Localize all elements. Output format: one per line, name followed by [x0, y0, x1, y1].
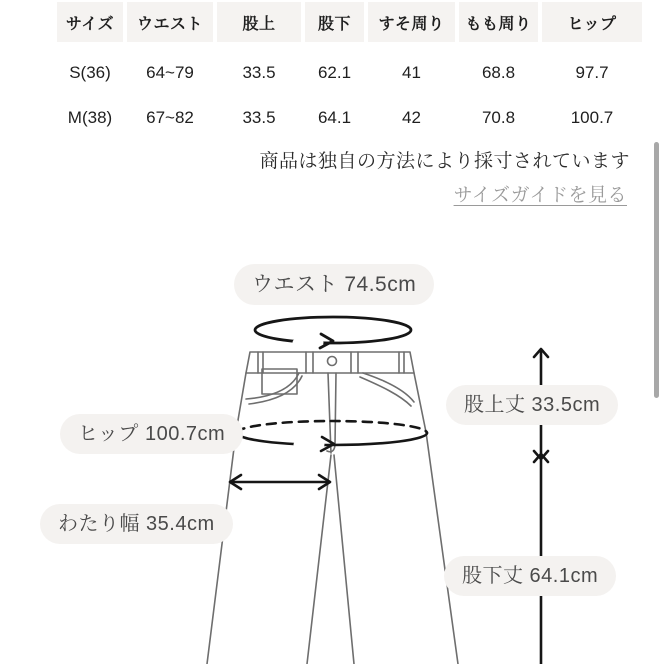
- col-header-thigh: もも周り: [459, 2, 538, 42]
- col-header-rise: 股上: [217, 2, 301, 42]
- cell-waist: 64~79: [146, 62, 194, 82]
- inseam-measure-label: 股下丈 64.1cm: [444, 556, 616, 596]
- thigh-width-label: わたり幅 35.4cm: [40, 504, 233, 544]
- cell-hip: 97.7: [575, 62, 609, 82]
- hip-measure-ellipse: [237, 421, 427, 451]
- col-header-inseam: 股下: [305, 2, 364, 42]
- waist-button-icon: [328, 357, 337, 366]
- cell-inseam: 64.1: [317, 107, 352, 127]
- pants-outline-drawing: [207, 352, 458, 664]
- col-header-hem: すそ周り: [368, 2, 455, 42]
- waist-measure-label: ウエスト 74.5cm: [234, 264, 434, 305]
- thigh-width-arrow: [230, 475, 330, 489]
- cell-thigh: 68.8: [481, 62, 516, 82]
- waist-measure-ellipse: [255, 317, 411, 348]
- size-guide-link[interactable]: サイズガイドを見る: [453, 185, 627, 206]
- rise-measure-label: 股上丈 33.5cm: [446, 385, 618, 425]
- col-header-size: サイズ: [57, 2, 123, 42]
- cell-thigh: 70.8: [481, 107, 516, 127]
- cell-waist: 67~82: [146, 107, 194, 127]
- measurement-note: 商品は独自の方法により採寸されています: [259, 151, 630, 172]
- col-header-waist: ウエスト: [127, 2, 213, 42]
- cell-size: S(36): [69, 62, 111, 82]
- hip-measure-label: ヒップ 100.7cm: [60, 414, 243, 454]
- cell-size: M(38): [67, 107, 113, 127]
- cell-hem: 41: [402, 62, 421, 82]
- col-header-hip: ヒップ: [542, 2, 642, 42]
- cell-hem: 42: [402, 107, 421, 127]
- cell-hip: 100.7: [570, 107, 614, 127]
- cell-inseam: 62.1: [317, 62, 352, 82]
- cell-rise: 33.5: [242, 62, 276, 82]
- cell-rise: 33.5: [242, 107, 276, 127]
